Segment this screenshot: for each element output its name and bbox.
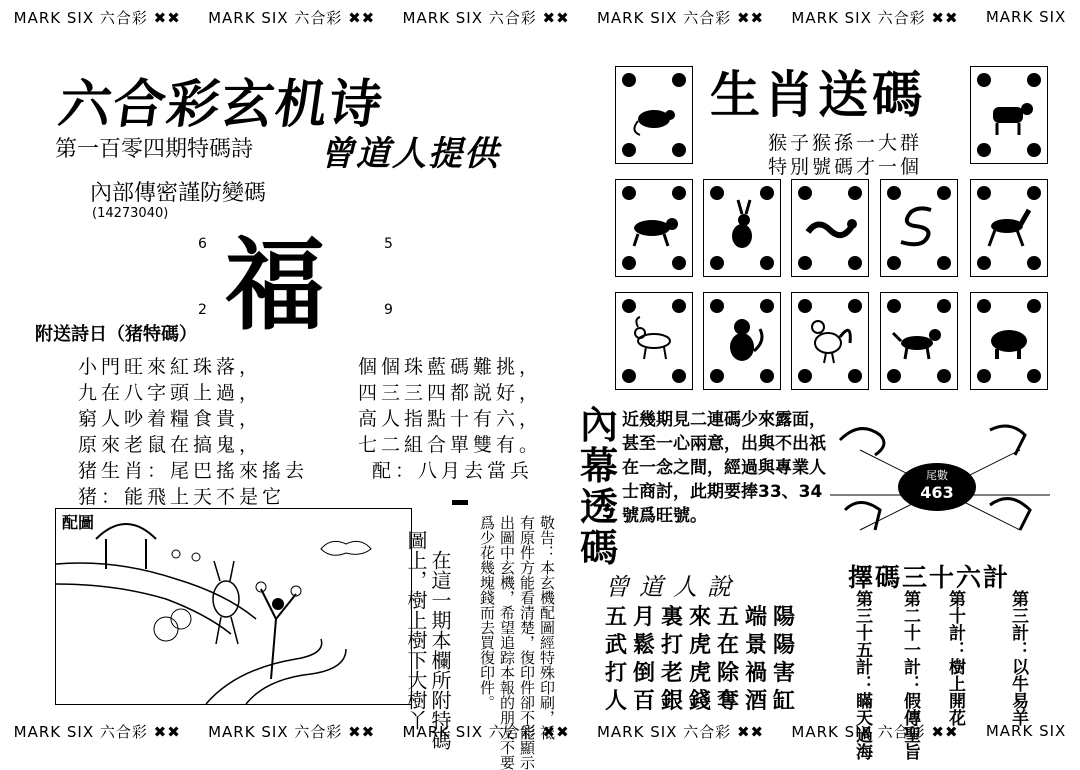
strategy-item: 第二十一計：假傳聖旨	[900, 590, 920, 760]
border-segment: MARK SIX 六合彩 ✖✖	[208, 8, 376, 27]
tail-value: 463	[920, 483, 954, 502]
verse-line: 人百銀錢奪酒缸	[605, 688, 802, 714]
rabbit-icon	[714, 198, 770, 254]
rat-icon	[626, 85, 682, 141]
poem-line: 猪生肖：尾巴搖來搖去	[78, 460, 309, 482]
strategy-item: 第三計：以牛易羊	[1008, 590, 1028, 726]
poem-line: 原來老鼠在搞鬼，	[78, 434, 263, 456]
corner-number: 9	[384, 302, 393, 318]
verse-line: 武鬆打虎在景陽	[605, 632, 802, 658]
secret-note: 內部傳密謹防變碼	[90, 181, 267, 206]
taoist-says-title: 曾道人說	[605, 573, 741, 601]
notice-text: 敬告：本玄機配圖經特殊印刷，祗	[538, 515, 556, 740]
zodiac-verse: 特別號碼才一個	[768, 156, 923, 178]
zodiac-card-rooster	[791, 292, 869, 390]
author-credit: 曾道人提供	[320, 134, 500, 174]
zodiac-title: 生肖送碼	[710, 66, 926, 124]
strategy-item: 第十計：樹上開花	[945, 590, 965, 726]
border-segment: MARK SIX 六合彩 ✖✖	[402, 722, 570, 741]
zodiac-card-horse	[970, 179, 1048, 277]
notice-text: 出圖中玄機，希望追踪本報的朋友不要	[498, 515, 516, 770]
dog-icon	[891, 311, 947, 367]
top-border	[0, 4, 1080, 30]
notice-text: 爲少花幾塊錢而去買復印件。	[478, 515, 496, 710]
border-segment: MARK SIX	[985, 722, 1067, 740]
poem-line: 窮人吵着糧食貴，	[78, 408, 263, 430]
poem-line: 四三三四都説好，	[358, 382, 543, 404]
rooster-icon	[802, 311, 858, 367]
zodiac-card-tiger	[615, 179, 693, 277]
zodiac-card-monkey	[703, 292, 781, 390]
border-segment: MARK SIX 六合彩 ✖✖	[13, 8, 181, 27]
corner-number: 6	[198, 236, 207, 252]
border-segment: MARK SIX 六合彩 ✖✖	[596, 722, 765, 741]
inside-code-text: 近幾期見二連碼少來露面，甚至一心兩意，出與不出祇在一念之間，經過與專業人士商討，此期要捧33、34號爲旺號。	[622, 410, 826, 526]
zodiac-card-rat	[615, 66, 693, 164]
poem-line: 七二組合單雙有。	[358, 434, 543, 456]
zodiac-card-dragon	[791, 179, 869, 277]
poem-line: 高人指點十有六，	[358, 408, 543, 430]
notice-text: 有原件方能看清楚，復印件卻不能顯示	[518, 515, 536, 770]
border-segment: MARK SIX 六合彩 ✖✖	[596, 8, 765, 27]
picture-label: 配圖	[62, 513, 95, 532]
poem-line: 個個珠藍碼難挑，	[358, 356, 543, 378]
fu-character: 福	[225, 227, 325, 344]
riddle-illustration	[56, 509, 411, 704]
strategy-item: 第三十五計：瞞天過海	[852, 590, 872, 760]
zodiac-card-ox	[970, 66, 1048, 164]
snake-icon	[891, 198, 947, 254]
zodiac-card-rabbit	[703, 179, 781, 277]
border-segment: MARK SIX 六合彩 ✖✖	[402, 8, 570, 27]
horse-icon	[981, 198, 1037, 254]
border-segment: MARK SIX	[985, 8, 1067, 26]
picture-frame	[55, 508, 412, 705]
tail-number-badge	[898, 463, 976, 511]
border-segment: MARK SIX 六合彩 ✖✖	[791, 722, 959, 741]
poem-line: 配：八月去當兵	[372, 460, 534, 482]
code-number: (14273040)	[92, 206, 169, 221]
corner-number: 5	[384, 236, 393, 252]
poem-line: 九在八字頭上過，	[78, 382, 263, 404]
poem-line: 猪：能飛上天不是它	[78, 486, 286, 508]
picture-caption: 圖上，樹上樹下大樹丫	[404, 530, 428, 730]
verse-line: 打倒老虎除禍害	[605, 660, 802, 686]
corner-number: 2	[198, 302, 207, 318]
dragon-icon	[802, 198, 858, 254]
attached-poem-title: 附送詩日（猪特碼）	[35, 324, 197, 345]
issue-title: 第一百零四期特碼詩	[55, 137, 254, 162]
border-segment: MARK SIX 六合彩 ✖✖	[791, 8, 959, 27]
pig-icon	[981, 311, 1037, 367]
verse-line: 五月裏來五端陽	[605, 604, 802, 630]
strategy-title: 擇碼三十六計	[848, 563, 1011, 592]
zodiac-card-snake	[880, 179, 958, 277]
zodiac-card-dog	[880, 292, 958, 390]
inside-code-title: 內幕透碼	[580, 403, 619, 570]
goat-icon	[626, 311, 682, 367]
zodiac-card-pig	[970, 292, 1048, 390]
zodiac-verse: 猴子猴孫一大群	[768, 132, 923, 154]
zodiac-card-goat	[615, 292, 693, 390]
picture-caption: 在這一期本欄所附特碼	[428, 550, 452, 750]
divider-mark	[452, 500, 468, 505]
page-title: 六合彩玄机诗	[55, 75, 388, 135]
border-segment: MARK SIX 六合彩 ✖✖	[13, 722, 181, 741]
tiger-icon	[626, 198, 682, 254]
ox-icon	[981, 85, 1037, 141]
poem-line: 小門旺來紅珠落，	[78, 356, 263, 378]
monkey-icon	[714, 311, 770, 367]
tail-label: 尾數	[926, 469, 948, 482]
border-segment: MARK SIX 六合彩 ✖✖	[208, 722, 376, 741]
